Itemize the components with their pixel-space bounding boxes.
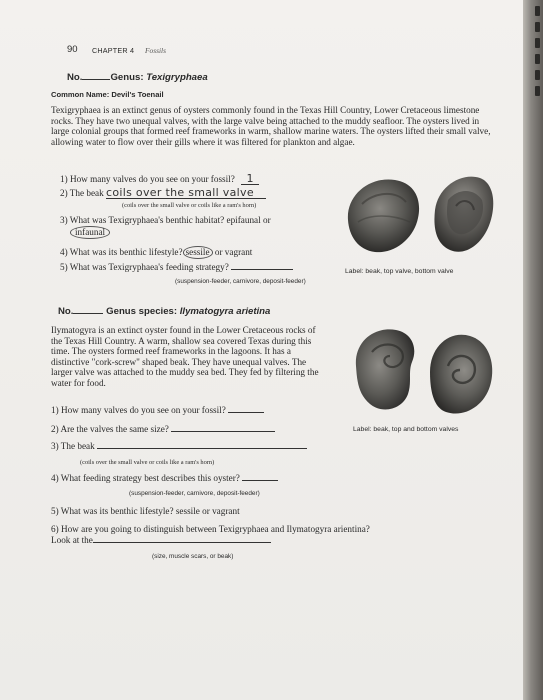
genus-name: Texigryphaea [146, 72, 208, 83]
question-4-answer-circled[interactable]: sessile [183, 246, 213, 259]
s2-question-2-text: 2) Are the valves the same size? [51, 424, 169, 434]
question-1 [60, 173, 259, 185]
specimen-number-label [67, 73, 208, 84]
page-edge [523, 0, 543, 700]
s2-question-6-hint: (size, muscle scars, or beak) [152, 553, 234, 560]
s2-question-4-blank[interactable] [242, 480, 278, 481]
s2-question-2 [51, 424, 275, 435]
question-4-text-after: or vagrant [214, 247, 253, 257]
question-4 [60, 246, 252, 259]
s2-question-3 [51, 441, 307, 452]
question-2 [60, 187, 266, 199]
question-2-hint: (coils over the small valve or coils like a ram's horn) [122, 202, 257, 209]
s2-question-4-hint: (suspension-feeder, carnivore, deposit-feeder) [129, 490, 260, 497]
question-1-answer[interactable]: 1 [241, 173, 259, 185]
binder-tab-5 [535, 70, 540, 80]
texigryphaea-fossil-photo [340, 170, 500, 262]
question-2-answer[interactable]: coils over the small valve [106, 187, 266, 199]
section-label: Fossils [145, 46, 166, 55]
s2-question-6b [51, 535, 271, 546]
common-name: Common Name: Devil's Toenail [51, 90, 164, 99]
question-1-text: 1) How many valves do you see on your fossil? [60, 174, 235, 184]
question-5-text: 5) What was Texigryphaea's feeding strategy? [60, 262, 229, 272]
s2-question-6: 6) How are you going to distinguish between Texigryphaea and Ilymatogyra arientina? [51, 524, 370, 534]
s2-question-6b-text: Look at the [51, 535, 93, 545]
question-5-blank[interactable] [231, 269, 293, 270]
photo-1-label: Label: beak, top valve, bottom valve [345, 268, 454, 275]
s2-question-5: 5) What was its benthic lifestyle? sessile or vagrant [51, 506, 240, 516]
genus-description: Texigryphaea is an extinct genus of oysters commonly found in the Texas Hill Country, Lower Cretaceous limestone rocks. They have two unequal valves, with the large valve being attached to the muddy seafloor. The oysters lived in large colonial groups that formed reef frameworks in warm, shallow marine waters. The oysters lifted their small valve, allowing water to flow over their gills where it was filtered for plankton and algae. [51, 105, 491, 147]
question-5 [60, 262, 293, 273]
s2-question-4-text: 4) What feeding strategy best describes this oyster? [51, 473, 240, 483]
question-3-answer-wrap [70, 226, 110, 239]
question-2-text: 2) The beak [60, 188, 104, 198]
no-label: No. [67, 72, 83, 83]
specimen-number-blank [82, 79, 110, 80]
species-label: Genus species: [106, 306, 180, 317]
s2-question-4 [51, 473, 278, 484]
species-description: Ilymatogyra is an extinct oyster found in the Lower Cretaceous rocks of the Texas Hill Country. A warm, shallow sea covered Texas during this time. The oysters formed reef frameworks in the lagoons. It has a distinctive "cork-screw" shaped beak. They have unequal valves. The larger valve was attached to the muddy sea bed. They fed by filtering the water for food. [51, 325, 319, 388]
binder-tab-1 [535, 6, 540, 16]
s2-question-6-blank[interactable] [93, 542, 271, 543]
binder-tab-6 [535, 86, 540, 96]
question-3-answer-circled[interactable]: infaunal [70, 226, 110, 239]
s2-question-3-blank[interactable] [97, 448, 307, 449]
binder-tab-2 [535, 22, 540, 32]
binder-tab-4 [535, 54, 540, 64]
ilymatogyra-fossil-photo [352, 322, 498, 422]
s2-question-2-blank[interactable] [171, 431, 275, 432]
question-3: 3) What was Texigryphaea's benthic habitat? epifaunal or [60, 215, 271, 225]
s2-question-3-text: 3) The beak [51, 441, 95, 451]
s2-question-3-hint: (coils over the small valve or coils like a ram's horn) [80, 459, 215, 466]
page-number: 90 [67, 44, 78, 55]
photo-2-label: Label: beak, top and bottom valves [353, 426, 459, 433]
binder-tab-3 [535, 38, 540, 48]
specimen-number-blank-2 [73, 313, 103, 314]
no-label-2: No. [58, 306, 74, 317]
s2-question-1-blank[interactable] [228, 412, 264, 413]
question-4-text: 4) What was its benthic lifestyle? [60, 247, 183, 257]
question-5-hint: (suspension-feeder, carnivore, deposit-feeder) [175, 278, 306, 285]
specimen-number-label-2 [58, 307, 270, 318]
s2-question-1 [51, 405, 264, 416]
s2-question-1-text: 1) How many valves do you see on your fossil? [51, 405, 226, 415]
chapter-label: CHAPTER 4 [92, 46, 135, 55]
species-name: Ilymatogyra arietina [179, 306, 271, 317]
genus-label: Genus: [110, 72, 147, 83]
